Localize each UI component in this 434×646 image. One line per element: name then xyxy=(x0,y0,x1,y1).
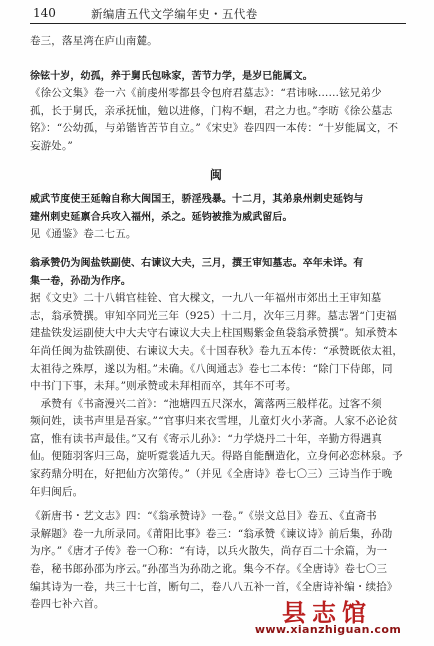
watermark-stamp xyxy=(252,593,404,641)
section-gap xyxy=(30,501,402,508)
text-line: 卷三，落星湾在庐山南麓。 xyxy=(30,35,158,47)
section-gap xyxy=(30,184,402,191)
header-rule xyxy=(30,23,406,24)
entry-heading xyxy=(30,255,402,290)
text-line: 建州刺史延禀合兵攻入福州，杀之。延钧被推为威武留后。 xyxy=(30,211,293,223)
text-line: 年归闽后。 xyxy=(30,485,84,498)
section-gap xyxy=(30,244,402,255)
text-line: 富，惟有读书声最佳。”又有《寄示儿孙》：“力学烧丹二十年，辛勤方得遇真 xyxy=(30,432,382,445)
body-paragraph xyxy=(30,33,402,51)
text-line: 铭》：“公幼孤，与弟锴皆苦节自立。”《宋史》卷四四一本传：“十岁能属文，不 xyxy=(30,122,399,135)
text-line: 闽 xyxy=(209,167,223,182)
page-body xyxy=(30,33,402,614)
text-line: 承赞有《书斋漫兴二首》：“池塘四五尺深水，篱落两三般样花。过客不须 xyxy=(30,397,382,410)
text-line: 仙。便随羽客归三岛，旋听霓裳适九天。得路自能酬造化，立身何必恋林泉。予 xyxy=(30,450,403,463)
entry-heading xyxy=(30,191,402,226)
text-line: 卷，秘书郎孙邵为序云。”孙邵当为孙劭之讹。集今不存。《全唐诗》卷七〇三 xyxy=(30,563,388,576)
text-line: 据《文史》二十八辑官桂铨、官大樑文，一九八一年福州市郊出土王审知墓 xyxy=(30,292,382,305)
text-line: 年尚任闽为盐铁副使、右谏议大夫。《十国春秋》卷九五本传：“承赞既依太祖， xyxy=(30,344,404,357)
page-number: 140 xyxy=(33,6,56,20)
text-line: 建盐铁发运副使大中大夫守右谏议大夫上柱国赐紫金鱼袋翁承赞撰”。知承赞本 xyxy=(30,327,398,340)
text-line: 《徐公文集》卷一六《前虔州零都县令包府君墓志》：“君讳咏……铉兄弟少 xyxy=(30,87,382,100)
text-line: 妄游处。” xyxy=(30,139,73,152)
body-paragraph xyxy=(30,290,402,501)
text-line: 太祖待之殊厚，遂以为相。”未确。《八闽通志》卷七二本传：“除门下侍郎，同 xyxy=(30,362,393,375)
page-header xyxy=(33,3,407,23)
text-line: 为序。”《唐才子传》卷一〇称：“有诗，以兵火散失，尚存百二十余篇，为一 xyxy=(30,545,388,558)
watermark-title: 县志馆 xyxy=(282,599,372,627)
section-gap xyxy=(30,156,402,167)
section-heading xyxy=(30,167,402,185)
body-paragraph xyxy=(30,85,402,155)
text-line: 威武节度使王延翰自称大闽国王，骄淫残暴。十二月，其弟泉州刺史延钧与 xyxy=(30,194,364,206)
text-line: 徐铉十岁，幼孤，养于舅氏包咏家，苦节力学，是岁已能属文。 xyxy=(30,70,313,82)
text-line: 见《通鉴》卷二七五。 xyxy=(30,228,137,241)
text-line: 频问姓，读书声里是吾家。”“官事归来衣雪埋，儿童灯火小茅斋。人家不必论贫 xyxy=(30,415,398,428)
entry-heading xyxy=(30,68,402,86)
text-line: 集一卷，孙劭为作序。 xyxy=(30,275,131,287)
text-line: 录解题》卷一九所录同。《莆阳比事》卷三：“翁承赞《谏议诗》前后集，孙劭 xyxy=(30,527,393,540)
running-title: 新编唐五代文学编年史・五代卷 xyxy=(91,7,258,21)
text-line: 志，翁承赞撰。审知卒同光三年（925）十二月，次年三月葬。墓志署“门吏福 xyxy=(30,309,397,322)
text-line: 家药鼎分明在，好把仙方次第传。”（并见《全唐诗》卷七〇三）三诗当作于晚 xyxy=(30,468,393,481)
section-gap xyxy=(30,51,402,68)
text-line: 卷四七补六首。 xyxy=(30,598,105,611)
text-line: 孤，长于舅氏，亲承抚恤，勉以进修，门构不蛔，君之力也。”李昉《徐公墓志 xyxy=(30,104,393,117)
body-paragraph xyxy=(30,226,402,244)
text-line: 编其诗为一卷，共三十七首，断句二，卷八八五补一首，《全唐诗补编・续拾》 xyxy=(30,580,398,593)
text-line: 《新唐书・艺文志》四：“《翁承赞诗》一卷。”《崇文总目》卷五、《直斋书 xyxy=(30,510,377,523)
watermark-url: www.xianzhiguan.com xyxy=(254,623,402,636)
text-line: 中书门下事，未拜。”则承赞或未拜相而卒，其年不可考。 xyxy=(30,380,297,393)
text-line: 翁承赞仍为闽盐铁副使、右谏议大夫，三月，撰王审知墓志。卒年未详。有 xyxy=(30,257,364,269)
